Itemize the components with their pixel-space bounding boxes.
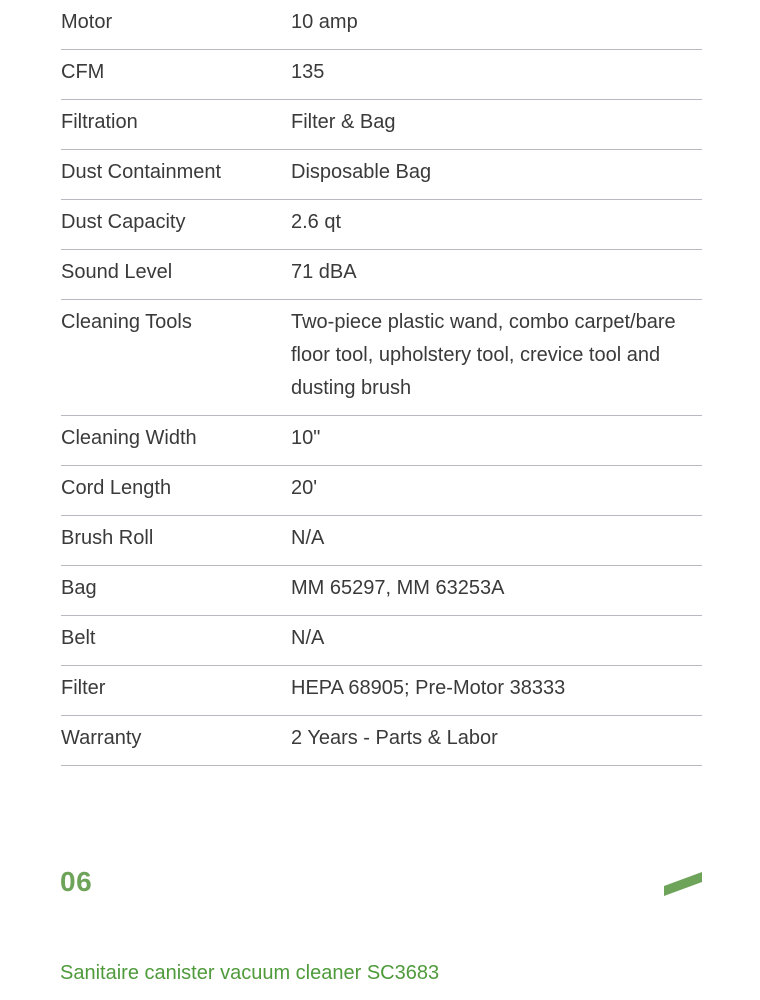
spec-label: Brush Roll [61, 527, 154, 549]
spec-value: HEPA 68905; Pre-Motor 38333 [291, 677, 566, 699]
spec-value: Two-piece plastic wand, combo carpet/bare floor tool, upholstery tool, crevice tool and dusting brush [291, 311, 676, 399]
spec-row-filtration [61, 100, 702, 150]
spec-label: Cleaning Width [61, 427, 197, 449]
spec-label: Belt [61, 627, 96, 649]
spec-value: 2.6 qt [291, 211, 342, 233]
page-number: 06 [60, 866, 93, 897]
spec-label: CFM [61, 61, 105, 83]
spec-row-brush-roll [61, 516, 702, 566]
accent-stripe-icon [662, 868, 704, 898]
spec-row-dust-containment [61, 150, 702, 200]
spec-value: 20' [291, 477, 318, 499]
spec-value: MM 65297, MM 63253A [291, 577, 505, 599]
spec-row-belt [61, 616, 702, 666]
spec-row-motor [61, 0, 702, 50]
spec-label: Sound Level [61, 261, 173, 283]
spec-value: 71 dBA [291, 261, 357, 283]
spec-row-bag [61, 566, 702, 616]
document-title: Sanitaire canister vacuum cleaner SC3683 [60, 962, 440, 984]
spec-label: Dust Capacity [61, 211, 186, 233]
spec-value: 10 amp [291, 11, 358, 33]
spec-label: Dust Containment [61, 161, 222, 183]
spec-row-cord-length [61, 466, 702, 516]
spec-value: 10" [291, 427, 321, 449]
spec-value: N/A [291, 527, 325, 549]
spec-row-dust-capacity [61, 200, 702, 250]
spec-label: Motor [61, 11, 113, 33]
spec-value: N/A [291, 627, 325, 649]
spec-row-warranty [61, 716, 702, 766]
spec-table [61, 0, 702, 766]
spec-label: Warranty [61, 727, 142, 749]
spec-label: Filter [61, 677, 106, 699]
spec-value: Filter & Bag [291, 111, 396, 133]
spec-row-cfm [61, 50, 702, 100]
spec-value: 2 Years - Parts & Labor [291, 727, 498, 749]
spec-row-cleaning-tools [61, 300, 702, 416]
spec-label: Bag [61, 577, 97, 599]
spec-label: Cleaning Tools [61, 311, 192, 333]
spec-label: Filtration [61, 111, 138, 133]
spec-row-sound-level [61, 250, 702, 300]
spec-row-cleaning-width [61, 416, 702, 466]
spec-value: 135 [291, 61, 325, 83]
spec-value: Disposable Bag [291, 161, 432, 183]
spec-row-filter [61, 666, 702, 716]
spec-label: Cord Length [61, 477, 172, 499]
